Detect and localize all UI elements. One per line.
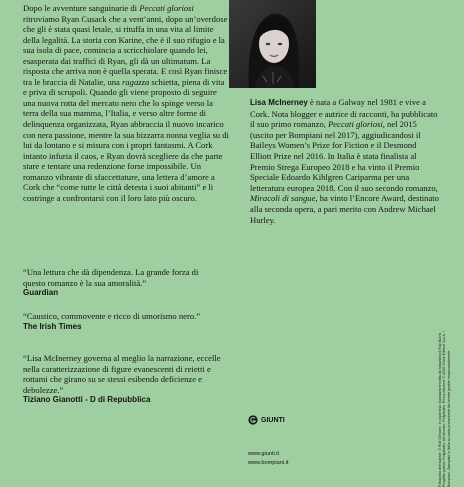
review-quote — [23, 267, 203, 299]
website-bompiani[interactable]: www.bompiani.it — [248, 459, 289, 466]
publisher-name: GIUNTI — [261, 416, 285, 424]
giunti-logo-icon — [248, 415, 258, 425]
review-quote-text: “Lisa McInerney governa al meglio la narrazione, eccelle nella caratterizzazione di figure evanescenti di reietti e rottami che girano su se stessi esibendo deficienze e debolezze.” — [23, 353, 221, 395]
synopsis-part: schietta, piena di vita e priva di scrupoli. Quando gli viene proposto di seguire una nuova rotta del mercato nero che lo spinge verso la terra della sua mamma, l’Italia, e verso altre forme di delinquenza organizzata, Ryan abbraccia il nuovo incarico con nera passione, mentre la sua bizzarra nonna veglia su di lui da lontano e si misura con i propri fantasmi. A Cork intanto infuria il caos, e Ryan dovrà scegliere da che parte stare e tentare una redenzione forse impossibile. Un romanzo vibrante di sfaccettature, una lettera d’amore a Cork che “come tutte le città detesta i suoi abitanti” e li costringe a confrontarsi con il loro lato più oscuro. — [23, 76, 229, 203]
author-bio — [250, 97, 440, 225]
synopsis-part: Dopo le avventure sanguinarie di — [23, 3, 140, 13]
review-quote-source: The Irish Times — [23, 321, 82, 331]
review-quote-text: “Una lettura che dà dipendenza. La grande forza di questo romanzo è la sua amoralità.” — [23, 267, 199, 288]
website-giunti[interactable]: www.giunti.it — [248, 451, 280, 457]
author-photo — [229, 0, 316, 88]
review-quote-text: “Caustico, commovente e ricco di umorismo nero.” — [23, 311, 201, 321]
book-title-peccati-gloriosi: Peccati gloriosi — [328, 119, 383, 130]
author-portrait-image — [229, 0, 316, 88]
review-quote-source: Tiziano Gianotti - D di Repubblica — [23, 395, 151, 405]
author-name: Lisa McInerney — [250, 98, 308, 107]
publisher-logo — [248, 415, 285, 425]
synopsis-italic-word: ragazza — [122, 76, 150, 87]
bio-part: , nel 2015 (uscito per Bompiani nel 2017), aggiudicandosi il Baileys Women’s Prize for Fiction e il Desmond Elliott Prize nel 2016. In Italia è stata finalista al Premio Strega Europeo 2018 e ha vinto il Premio Speciale Edoardo Kihlgren Cariparma per una letteratura europea 2018. Con il suo secondo romanzo, — [250, 119, 438, 193]
synopsis-part: ritroviamo Ryan Cusack che a vent’anni, dopo un’overdose che gli è stata quasi letale, si rituffa in una vita al limite della legalità. La storia con Karine, che è il suo rifugio e la sua isola di pace, comincia a scricchiolare quando lei, esasperata dai traffici di Ryan, gli dà un ultimatum. La risposta che arriva non è quella sperata. E così Ryan finisce tra le braccia di Natalie, una — [23, 13, 228, 87]
bio-part: , ha vinto l’Encore Award, destinato alla seconda opera, a pari merito con Andrew Michael Hurley. — [250, 193, 439, 225]
bio-part: è nata a Galway nel 1981 e vive a Cork. Nota blogger e autrice di racconti, ha pubblicato il suo primo romanzo, — [250, 97, 438, 130]
colophon-credits: Fotografia dell’autrice: © Rolf Ollmann. In copertina: illustrazione tratta da fotografia di Ray Burns. Progetto grafico: Polystudio. Art director: Polystudio. Prima edizione © 2020 Giunti Editore S.p.A. / Bompiani. Stampato in Italia su carta proveniente da foreste gestite responsabilmente. — [438, 331, 451, 487]
synopsis-text — [23, 3, 229, 203]
review-quote — [23, 353, 228, 406]
book-title-peccati-gloriosi: Peccati gloriosi — [139, 3, 194, 13]
book-title-miracoli-di-sangue: Miracoli di sangue — [250, 193, 316, 204]
publisher-websites — [248, 450, 288, 467]
review-quote-source: Guardian — [23, 288, 59, 298]
review-quote — [23, 311, 203, 332]
